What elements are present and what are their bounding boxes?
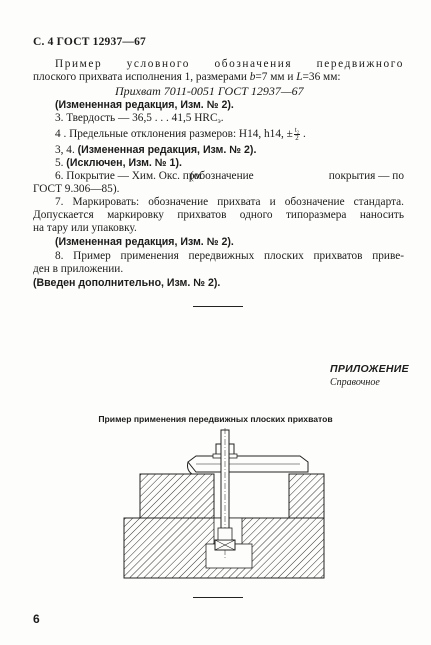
support-block	[289, 474, 324, 518]
text-line: плоского прихвата исполнения 1, размерами b=7 мм и L=36 мм:	[33, 71, 341, 83]
workpiece-left	[140, 474, 214, 518]
text-line: 4 . Предельные отклонения размеров: H14, h14, ± $\frac{\text{t₂}}{2}$ .	[55, 126, 306, 142]
fraction: $\frac{\text{t₂}}{2}$	[294, 126, 300, 142]
designation-example: Прихват 7011-0051 ГОСТ 12937—67	[115, 84, 304, 98]
amendment-note: (Измененная редакция, Изм. № 2).	[55, 99, 234, 111]
text-line: 3, 4. (Измененная редакция, Изм. № 2).	[55, 144, 257, 156]
amendment-note: (Введен дополнительно, Изм. № 2).	[33, 277, 221, 289]
section-separator	[193, 597, 243, 598]
text-line: 6. Покрытие — Хим. Окс. прм (обозначение покрытия — по	[55, 170, 404, 182]
text-line: 3. Твердость — 36,5 . . . 41,5 HRCэ.	[55, 112, 224, 125]
appendix-subtitle: Справочное	[330, 377, 380, 388]
text-line: на тару или упаковку.	[33, 222, 137, 234]
text-line: Пример условного обозначения передвижного	[55, 58, 404, 70]
page-number: 6	[33, 612, 40, 626]
text-line: ден в приложении.	[33, 263, 124, 275]
text-line: ГОСТ 9.306—85).	[33, 183, 120, 195]
figure-caption: Пример применения передвижных плоских прихватов	[98, 414, 333, 424]
text-line: Допускается маркировку прихватов одного типоразмера наносить	[33, 209, 404, 221]
text-line: 7. Маркировать: обозначение прихвата и обозначение стандарта.	[55, 196, 404, 208]
text-line: 8. Пример применения передвижных плоских прихватов приве-	[55, 250, 404, 262]
appendix-title: ПРИЛОЖЕНИЕ	[330, 363, 409, 375]
page-header: С. 4 ГОСТ 12937—67	[33, 36, 146, 48]
text-line: 5. (Исключен, Изм. № 1).	[55, 157, 182, 169]
amendment-note: (Измененная редакция, Изм. № 2).	[55, 236, 234, 248]
